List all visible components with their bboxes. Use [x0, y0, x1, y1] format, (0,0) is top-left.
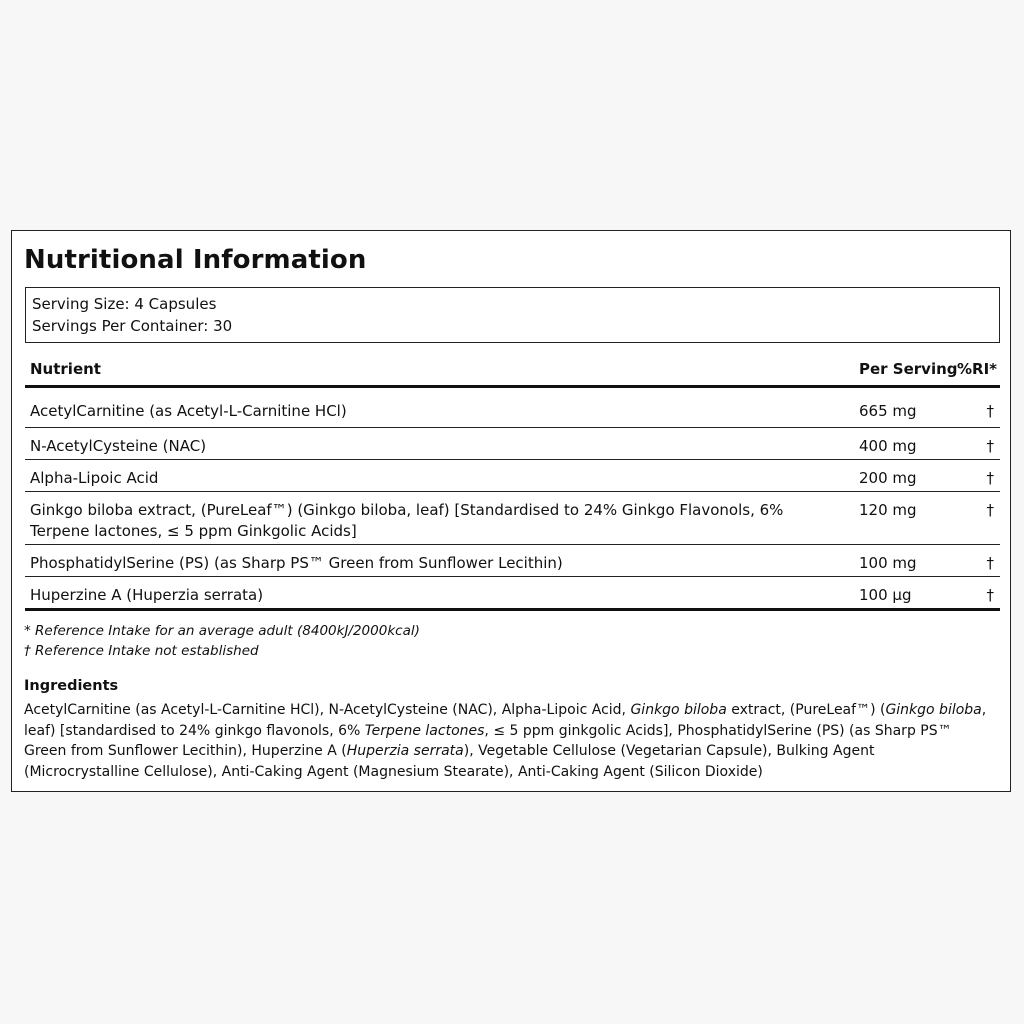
nutrient-ri: †	[986, 437, 994, 455]
table-header	[25, 349, 1000, 388]
panel-title: Nutritional Information	[24, 245, 367, 275]
nutrient-amount: 100 mg	[859, 554, 917, 572]
nutrient-table	[25, 349, 1000, 611]
nutrition-panel	[11, 230, 1011, 792]
table-row	[25, 545, 1000, 577]
nutrient-ri: †	[986, 554, 994, 572]
header-nutrient: Nutrient	[30, 360, 101, 378]
nutrient-name: Alpha-Lipoic Acid	[30, 469, 159, 487]
nutrient-ri: †	[986, 402, 994, 420]
ingredients-part: ), Vegetable Cellulose (Vegetarian Capsule), Bulking Agent (Microcrystalline Cellulose), Anti-Caking Agent (Magnesium Stearate), Anti-Caking Agent (Silicon Dioxide)	[24, 743, 875, 780]
nutrient-amount: 100 µg	[859, 586, 912, 604]
serving-size: Serving Size: 4 Capsules	[32, 295, 217, 313]
serving-info-box	[25, 287, 1000, 343]
nutrient-amount: 665 mg	[859, 402, 917, 420]
ingredients-part-italic: Ginkgo biloba	[630, 702, 727, 718]
ingredients-part-italic: Huperzia serrata	[346, 743, 464, 759]
nutrient-amount: 200 mg	[859, 469, 917, 487]
table-row	[25, 577, 1000, 611]
footnote-not-established: † Reference Intake not established	[24, 643, 259, 659]
nutrient-amount: 120 mg	[859, 501, 917, 519]
table-row	[25, 460, 1000, 492]
servings-per-container: Servings Per Container: 30	[32, 317, 233, 335]
table-row	[25, 388, 1000, 428]
nutrient-name: N-AcetylCysteine (NAC)	[30, 437, 207, 455]
ingredients-part-italic: Ginkgo biloba	[885, 702, 982, 718]
table-row	[25, 492, 1000, 545]
nutrient-ri: †	[986, 501, 994, 519]
header-ri: %RI*	[956, 360, 997, 378]
ingredients-part: , ≤ 5 ppm ginkgolic Acids], PhosphatidylSerine (PS) (as Sharp PS™ Green from Sunflower Lecithin), Huperzine A (	[24, 722, 952, 759]
ingredients-text	[24, 700, 994, 782]
ingredients-heading: Ingredients	[24, 678, 119, 694]
ingredients-part: extract, (PureLeaf™) (	[726, 702, 886, 718]
header-per-serving: Per Serving	[859, 360, 958, 378]
nutrient-name: Ginkgo biloba extract, (PureLeaf™) (Ginkgo biloba, leaf) [Standardised to 24% Ginkgo Flavonols, 6% Terpene lactones, ≤ 5 ppm Ginkgolic Acids]	[30, 501, 784, 540]
footnote-reference-intake: * Reference Intake for an average adult (8400kJ/2000kcal)	[24, 623, 420, 639]
nutrient-ri: †	[986, 586, 994, 604]
ingredients-part: , leaf) [standardised to 24% ginkgo flavonols, 6%	[24, 702, 987, 739]
nutrient-name: Huperzine A (Huperzia serrata)	[30, 586, 264, 604]
nutrient-amount: 400 mg	[859, 437, 917, 455]
nutrient-name: AcetylCarnitine (as Acetyl-L-Carnitine HCl)	[30, 402, 347, 420]
nutrient-name: PhosphatidylSerine (PS) (as Sharp PS™ Green from Sunflower Lecithin)	[30, 554, 563, 572]
table-row	[25, 428, 1000, 460]
ingredients-part-italic: Terpene lactones	[364, 722, 485, 739]
nutrient-ri: †	[986, 469, 994, 487]
ingredients-part: AcetylCarnitine (as Acetyl-L-Carnitine HCl), N-AcetylCysteine (NAC), Alpha-Lipoic Acid,	[24, 702, 631, 718]
